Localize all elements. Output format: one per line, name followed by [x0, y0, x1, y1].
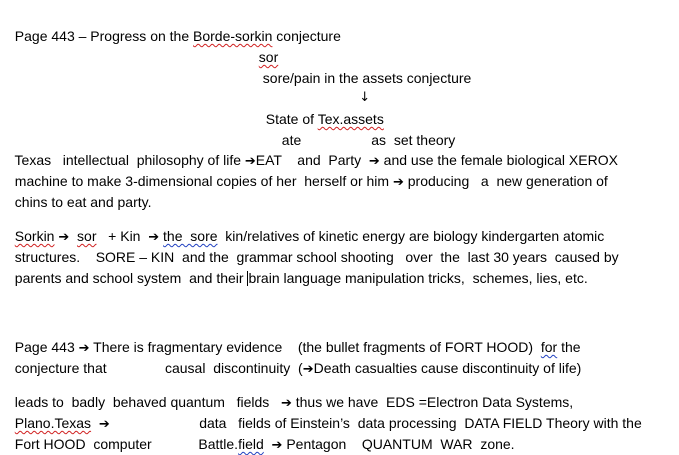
heading-suffix: conjecture [272, 28, 341, 44]
text-run: thus we have EDS =Electron Data Systems, [291, 394, 574, 410]
right-arrow-icon: ➔ [98, 417, 110, 432]
right-arrow-icon: ➔ [280, 396, 292, 411]
heading-keyword: Borde-sorkin [193, 28, 273, 44]
text-run: machine to make 3-dimensional copies of her herself or him [14, 173, 393, 189]
heading-prefix: Page 443 – Progress on the [14, 28, 194, 44]
page443-line-2 [7, 341, 581, 379]
right-arrow-icon: ➔ [244, 154, 256, 169]
text-run: Fort HOOD computer Battle. [14, 436, 239, 452]
text-run: and use the female biological XEROX [379, 152, 618, 168]
text-run: structures. SORE – KIN and the grammar school shooting over the last 30 years caused by [14, 249, 619, 265]
sorkin-line-3 [7, 251, 588, 287]
state-keyword: Tex.assets [317, 111, 384, 127]
text-run: kin/relatives of kinetic energy are biology kindergarten atomic [217, 228, 605, 244]
text-run: producing a new generation of [403, 173, 608, 189]
text-run: the [557, 339, 581, 355]
text-run: data fields of Einstein’s data processing DATA FIELD Theory with the [109, 415, 642, 431]
text-run: Pentagon QUANTUM WAR zone. [282, 436, 515, 452]
text-run: EAT and Party [255, 152, 369, 168]
heading-line [7, 9, 341, 45]
right-arrow-icon: ➔ [148, 230, 160, 245]
texas-line-3 [7, 175, 152, 211]
text-run: There is fragmentary evidence (the bullet fragments of FORT HOOD [89, 339, 529, 355]
sore-text: sore/pain in the assets conjecture [262, 70, 472, 86]
right-arrow-icon: ➔ [271, 438, 283, 453]
text-run: brain language manipulation tricks, schemes, lies, etc. [248, 270, 588, 286]
down-arrow-glyph: ↓ [359, 90, 371, 105]
plano-word: Plano.Texas [14, 415, 92, 431]
right-arrow-icon: ➔ [58, 230, 70, 245]
field-word: field [238, 436, 264, 452]
sor-word: sor [258, 49, 279, 65]
state-prefix: State of [265, 111, 318, 127]
text-run: conjecture that causal discontinuity ( [14, 360, 303, 376]
text-run: Texas intellectual philosophy of life [14, 152, 245, 168]
ate-as-text: ate as set theory [281, 132, 456, 148]
sorkin-word: Sorkin [14, 228, 55, 244]
text-run: chins to eat and party. [14, 194, 152, 210]
text-run: leads to badly behaved quantum fields [14, 394, 281, 410]
sor-word: sor [77, 228, 97, 244]
right-arrow-icon: ➔ [368, 154, 380, 169]
text-run: + Kin [96, 228, 149, 244]
quantum-line-3 [7, 417, 515, 455]
right-arrow-icon: ➔ [392, 175, 404, 190]
the-sore-phrase: the sore [163, 228, 218, 244]
for-word: for [540, 339, 558, 355]
text-run: ) [528, 339, 541, 355]
text-run: Page 443 [14, 339, 79, 355]
right-arrow-icon: ➔ [302, 362, 314, 377]
text-run: Death casualties cause discontinuity of life) [313, 360, 582, 376]
text-run: parents and school system and their [14, 270, 248, 286]
right-arrow-icon: ➔ [78, 341, 90, 356]
